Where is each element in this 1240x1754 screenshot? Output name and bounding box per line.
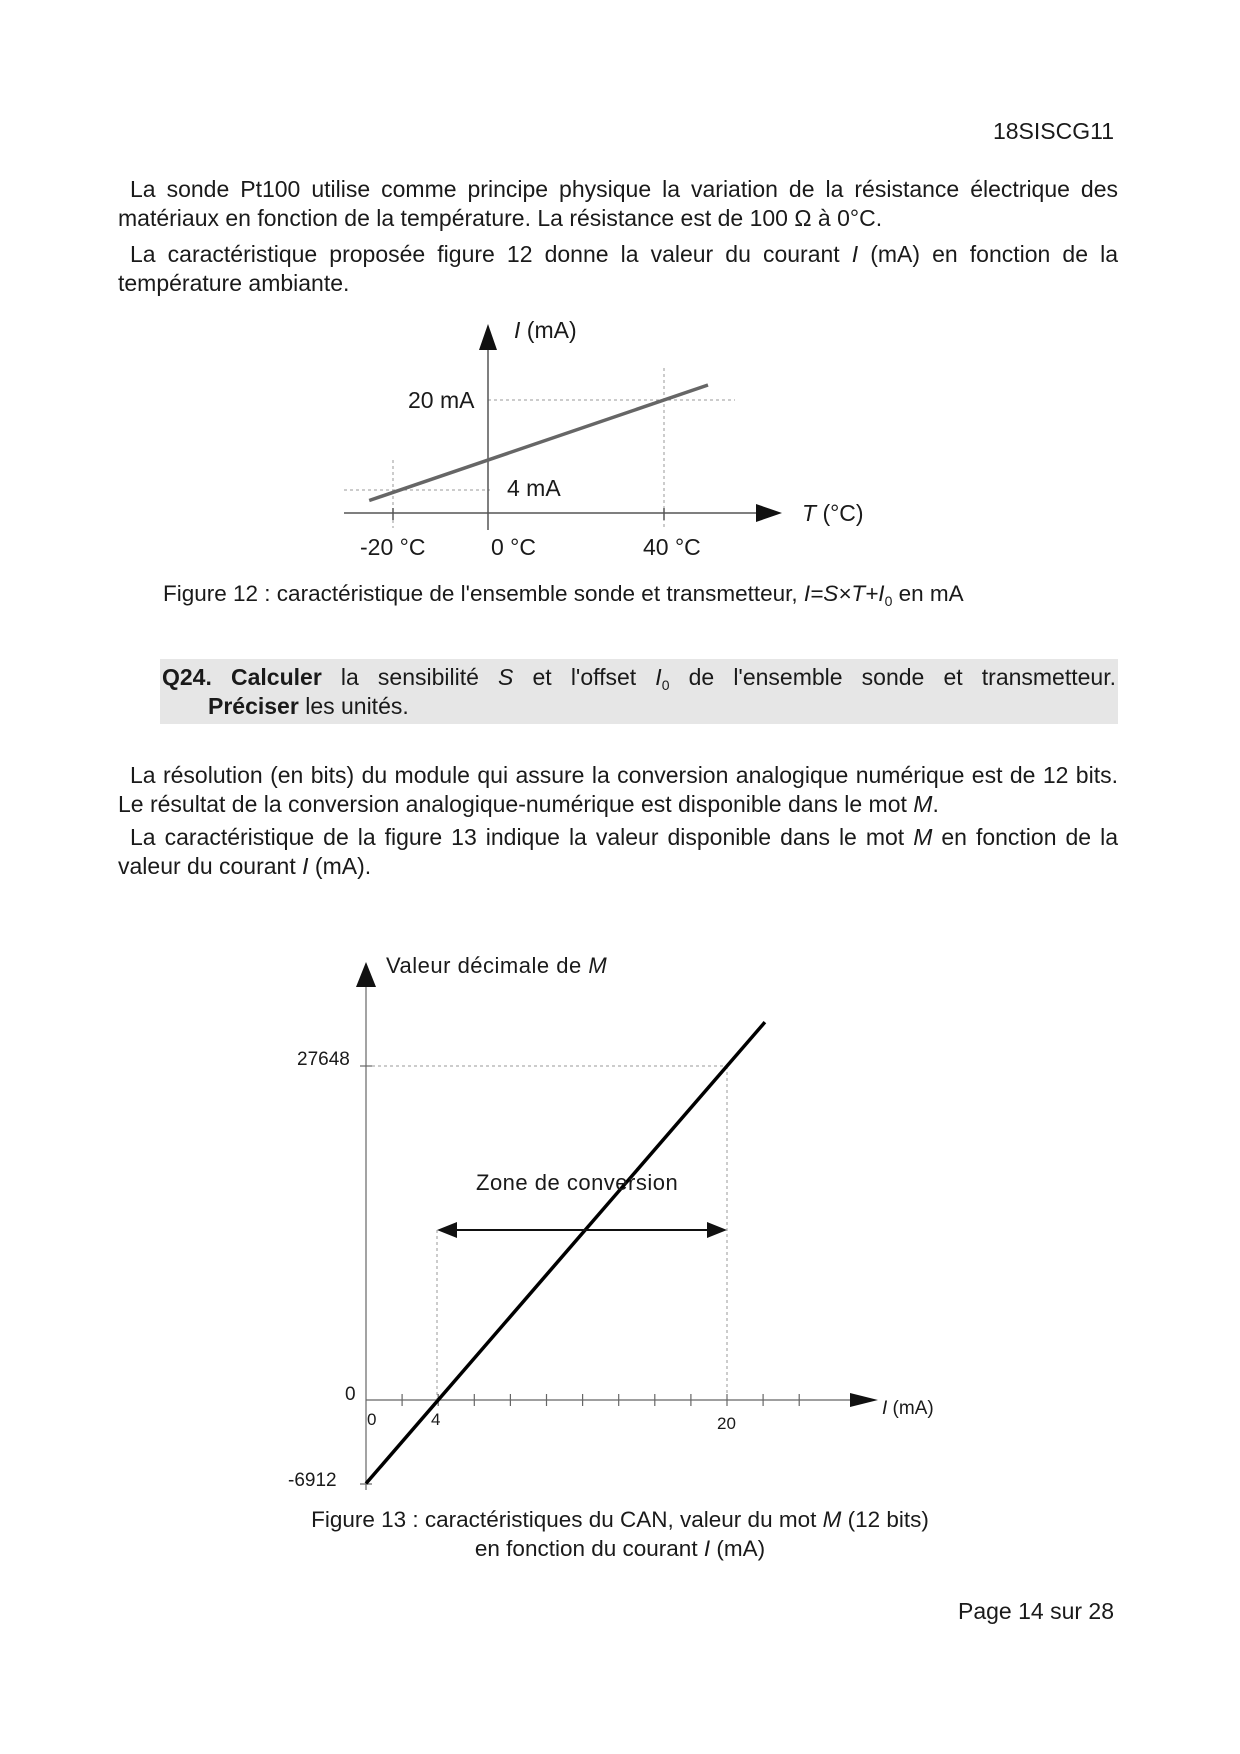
fig13-y-label: Valeur décimale de M — [386, 953, 608, 978]
fig13-x-label: I (mA) — [882, 1398, 934, 1419]
paragraph-figure12-intro: La caractéristique proposée figure 12 donne la valeur du courant I (mA) en fonction de la température ambiante. — [118, 241, 1118, 296]
figure-13-caption: Figure 13 : caractéristiques du CAN, valeur du mot M (12 bits) en fonction du courant I (mA) — [311, 1507, 929, 1561]
fig12-x-tick-label: 40 °C — [643, 534, 701, 560]
fig12-x-label: T (°C) — [802, 500, 864, 526]
fig12-y-tick-label: 4 mA — [507, 475, 561, 501]
figure-12-caption: Figure 12 : caractéristique de l'ensemble sonde et transmetteur, $I=S\times T+I_0$ en mA — [163, 581, 964, 609]
figure-13-chart — [0, 900, 1240, 1520]
paragraph-figure13-intro: La caractéristique de la figure 13 indique la valeur disponible dans le mot M en fonction de la valeur du courant I (mA). — [118, 824, 1118, 879]
page-number: Page 14 sur 28 — [957, 1598, 1114, 1624]
fig13-x-tick-label: 4 — [431, 1410, 441, 1429]
fig13-y-tick-label: 27648 — [297, 1049, 350, 1070]
fig13-gridlines — [366, 1066, 727, 1400]
figure-12-chart — [0, 0, 1240, 600]
fig12-gridlines — [344, 368, 735, 528]
fig12-y-label: I (mA) — [514, 317, 577, 343]
fig13-y-tick-label: -6912 — [288, 1470, 337, 1491]
question-q24: Q24. Calculer la sensibilité S et l'offset $I_0$ de l'ensemble sonde et transmetteur. Préciser les unités. — [160, 659, 1118, 724]
fig13-zone-arrowhead-right — [707, 1222, 727, 1238]
fig12-x-arrow — [756, 504, 782, 522]
fig13-zone-arrowhead-left — [437, 1222, 457, 1238]
fig13-y-tick-label: 0 — [345, 1384, 356, 1405]
fig13-x-tick-label: 0 — [367, 1410, 377, 1429]
fig12-y-tick-label: 20 mA — [408, 387, 475, 413]
fig12-y-arrow — [479, 324, 497, 350]
paragraph-resolution: La résolution (en bits) du module qui assure la conversion analogique numérique est de 12 bits. Le résultat de la conversion analogique-numérique est disponible dans le mot M. — [118, 762, 1118, 817]
fig12-x-tick-label: -20 °C — [360, 534, 426, 560]
fig13-series-line — [366, 1022, 765, 1483]
fig12-x-tick-label: 0 °C — [491, 534, 536, 560]
paragraph-pt100: La sonde Pt100 utilise comme principe physique la variation de la résistance électrique des matériaux en fonction de la température. La résistance est de 100 Ω à 0°C. — [118, 176, 1118, 231]
fig13-zone-label: Zone de conversion — [476, 1170, 679, 1195]
fig13-y-arrow — [356, 962, 376, 987]
fig13-x-arrow — [850, 1393, 878, 1407]
document-code: 18SISCG11 — [992, 118, 1114, 144]
fig12-ticks — [393, 508, 664, 520]
fig13-x-tick-label: 20 — [717, 1414, 736, 1433]
